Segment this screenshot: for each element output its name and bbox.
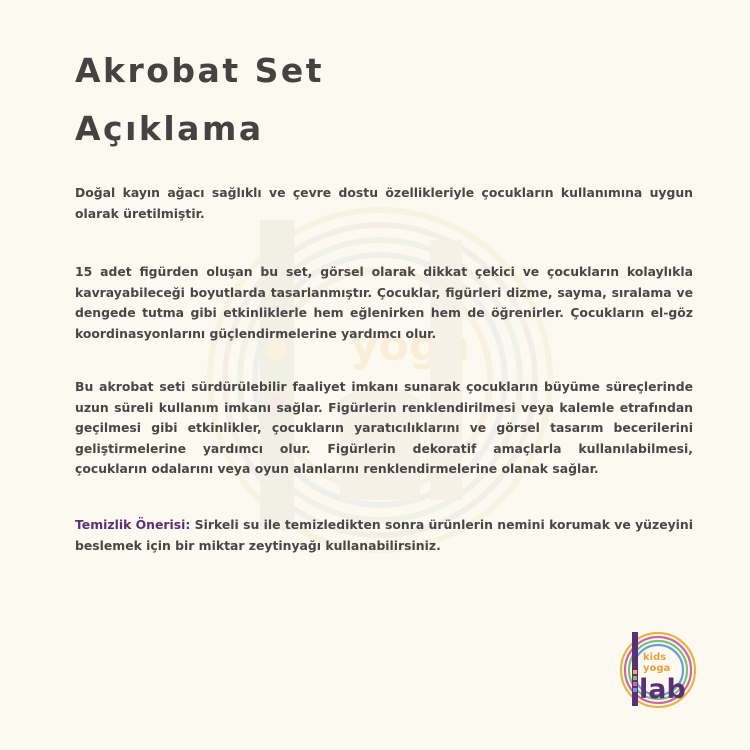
title-line-1: Akrobat Set <box>75 51 325 90</box>
svg-text:kids: kids <box>643 652 667 663</box>
cleaning-label: Temizlik Önerisi: <box>75 517 191 532</box>
paragraph-cleaning <box>75 515 693 556</box>
svg-text:lab: lab <box>639 674 686 705</box>
svg-text:yoga: yoga <box>643 663 671 674</box>
kids-yoga-lab-logo <box>618 630 698 710</box>
page-title <box>75 42 324 158</box>
cleaning-text: Sirkeli su ile temizledikten sonra ürünlerin nemini korumak ve yüzeyini beslemek için bir miktar zeytinyağı kullanabilirsiniz. <box>75 517 693 553</box>
title-line-2: Açıklama <box>75 109 264 148</box>
paragraph-material: Doğal kayın ağacı sağlıklı ve çevre dostu özellikleriyle çocukların kullanımına uygun olarak üretilmiştir. <box>75 185 693 221</box>
paragraph-sustainability: Bu akrobat seti sürdürülebilir faaliyet imkanı sunarak çocukların büyüme süreçlerinde uzun süreli kullanım imkanı sağlar. Figürlerin renklendirilmesi veya kalemle etrafından geçilmesi gibi etkinlikler, çocukların yaratıcılıklarını ve görsel tasarım becerilerini geliştirmelerine yardımcı olur. Figürlerin dekoratif amaçlarla kullanılabilmesi, çocukların odalarını veya oyun alanlarını renklendirmelerine olanak sağlar. <box>75 379 693 476</box>
paragraph-set-description: 15 adet figürden oluşan bu set, görsel olarak dikkat çekici ve çocukların kolaylıkla kavrayabileceği boyutlarda tasarlanmıştır. Çocuklar, figürleri dizme, sayma, sıralama ve dengede tutma gibi etkinliklerle hem eğlenirken hem de öğrenirler. Çocukların el-göz koordinasyonlarını güçlendirmelerine yardımcı olur. <box>75 264 693 341</box>
svg-text:yoga: yoga <box>350 320 471 371</box>
